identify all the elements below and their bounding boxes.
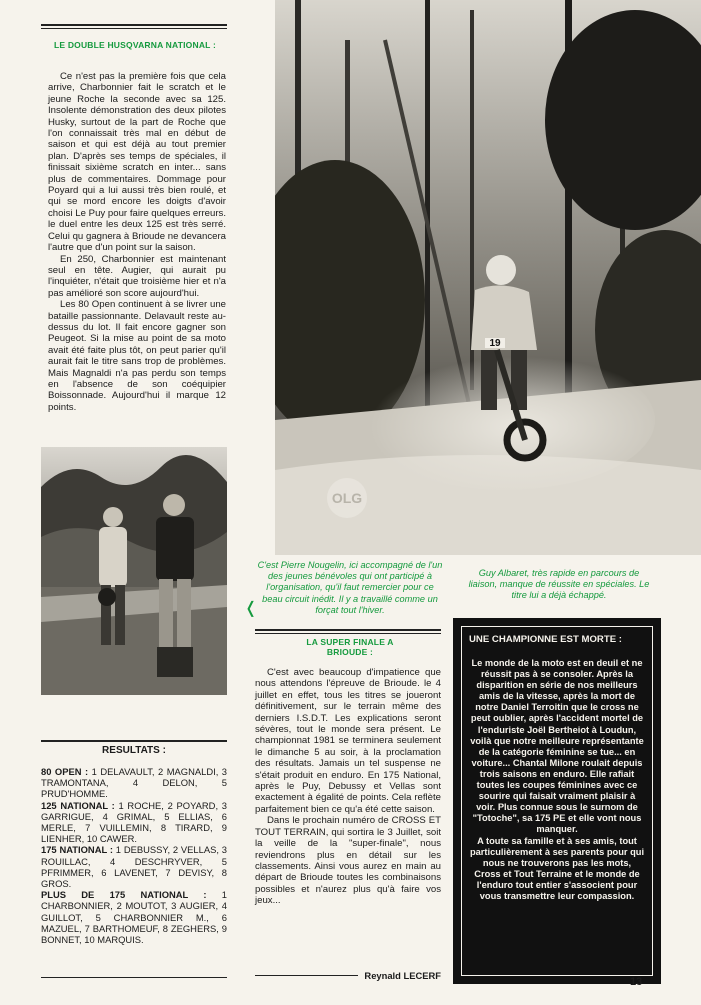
finale-author: Reynald LECERF (364, 970, 441, 981)
svg-text:19: 19 (489, 338, 501, 349)
results-heading (41, 745, 227, 756)
photo-two-men-image (41, 447, 227, 695)
left-article-heading-text: LE DOUBLE HUSQVARNA NATIONAL : (54, 40, 216, 50)
results-category: 125 NATIONAL : (41, 799, 115, 811)
obituary-box (454, 619, 660, 983)
results-rule-bottom (41, 977, 227, 978)
photo-rider-image (275, 0, 701, 555)
photo-rider (275, 0, 701, 555)
top-rule-left-thin (41, 28, 227, 29)
finale-body (255, 667, 441, 907)
photo-two-men (41, 447, 227, 695)
obituary-body (469, 658, 645, 902)
obituary-paragraph: Le monde de la moto est en deuil et ne réussit pas à se consoler. Après la disparition en série de nos meilleurs amis de la vitesse, après la mort de notre Daniel Terroitin que le cross ne peut oublier, après l'accident mortel de l'enduriste Joël Bertheiot à Loudun, voilà que notre meilleure représentante de la catégorie féminine se tue... en voiture... Chantal Milone roulait depuis trois saisons en enduro. Elle rafiait toutes les coupes féminines avec ce sourire qui faisait vraiment plaisir à voir. Plus connue sous le surnom de "Totoche", sa 175 PE et elle vont nous manquer. (470, 658, 644, 835)
watermark-logo (327, 478, 367, 518)
signature-rule (255, 975, 358, 976)
caption-left (257, 560, 443, 616)
finale-heading (295, 637, 405, 657)
results-entry (41, 844, 227, 889)
caption-left-text: C'est Pierre Nougelin, ici accompagné de l'un des jeunes bénévoles qui ont participé à l'organisation, qu'il faut remercier pour ce beau circuit inédit. Il y a travaillé comme un forçat tout l'hiver. (257, 560, 443, 615)
results-category: 80 OPEN : (41, 766, 89, 777)
obituary-title-text: UNE CHAMPIONNE EST MORTE : (469, 634, 622, 645)
left-article-body (48, 71, 226, 413)
left-article-heading (46, 40, 224, 50)
caption-right (464, 568, 654, 602)
results-names: 1 CHARBONNIER, 2 MOUTOT, 3 AUGIER, 4 GUILLOT, 5 CHARBONNIER M., 6 MAZUEL, 7 BARTHOMEUF, 8 ZEGHERS, 9 BONNET, 10 MARQUIS. (41, 889, 227, 946)
finale-paragraph: C'est avec beaucoup d'impatience que nous attendons l'épreuve de Brioude. le 4 juillet en effet, tous les titres se joueront définitivement, sur le terrain même des derniers I.S.D.T. Les explications seront sévères, tout le monde sera présent. Le championnat 1981 se terminera seulement le dimanche 5 au soir, à la proclamation des résultats. Jamais un tel suspense ne s'était produit en enduro. En 175 National, après le Puy, Debussy et Vellas sont exactement à égalité de points. Cela reflète parfaitement bien ce qu'a été cette saison. (255, 667, 441, 815)
results-names: 1 DEBUSSY, 2 VELLAS, 3 ROUILLAC, 4 DESCHRYVER, 5 PFRIMMER, 6 LAVENET, 7 DEVISY, 8 GROS. (41, 844, 227, 890)
finale-paragraph: Dans le prochain numéro de CROSS ET TOUT TERRAIN, qui sortira le 3 Juillet, soit la veille de la "super-finale", nous reviendrons plus en détail sur les classements. Ainsi vous aurez en main au départ de Brioude toutes les combinaisons possibles et n'aurez plus qu'à faire vos jeux... (255, 815, 441, 907)
results-list (41, 766, 227, 945)
results-entry (41, 766, 227, 800)
watermark-text: OLG (331, 490, 363, 506)
finale-signature (255, 970, 441, 981)
page-number-text: 13 (630, 976, 643, 988)
caption-right-text: Guy Albaret, très rapide en parcours de liaison, manque de réussite en spéciales. Le titre lui a déjà échappé. (468, 568, 650, 601)
results-entry (41, 889, 227, 945)
results-category: 175 NATIONAL : (41, 844, 113, 856)
caption-arrow-icon: ❬ (244, 600, 258, 617)
results-names: 1 DELAVAULT, 2 MAGNALDI, 3 TRAMONTANA, 4 DELON, 5 PRUD'HOMME. (41, 766, 228, 800)
top-rule-left (41, 24, 227, 26)
left-paragraph: En 250, Charbonnier est maintenant seul en tête. Augier, qui aurait pu l'inquiéter, n'était que troisième hier et n'a pas amélioré son score aujourd'hui. (48, 253, 226, 299)
obituary-title (469, 634, 645, 645)
finale-heading-text: LA SUPER FINALE A BRIOUDE : (306, 637, 394, 657)
results-entry (41, 800, 227, 845)
results-rule-top (41, 740, 227, 742)
finale-rule-top (255, 629, 441, 631)
page-number (630, 976, 642, 988)
results-category: PLUS DE 175 NATIONAL : (41, 889, 207, 901)
results-heading-text: RESULTATS : (102, 745, 166, 756)
left-paragraph: Ce n'est pas la première fois que cela arrive, Charbonnier fait le scratch et le jeune Roche la seconde avec sa 125. Insolente démonstration des deux pilotes Husky, surtout de la part de Roche que l'on connaissait très mal en début de saison et qui est déjà au tout premier plan. D'après ses temps de spéciales, il finissait sixième scratch en inter... sans plus de commentaires. Dommage pour Poyard qui a lui aussi très bien roulé, et qui se mord encore les doigts d'avoir choisi Le Puy pour faire quelques erreurs. le duel entre les deux 125 est très serré. Celui qu gagnera à Brioude ne devancera l'autre que d'un point sur la saison. (48, 71, 226, 254)
left-paragraph: Les 80 Open continuent à se livrer une bataille passionnante. Delavault reste au-dessus du lot. Il fait encore gagner son Peugeot. Si la mise au point de sa moto avait été faite plus tôt, on peut parier qu'il aurait fait le titre sans trop de problèmes. Mais Magnaldi n'a pas perdu son temps en l'absence de son coéquipier Boissonnade. Aujourd'hui il marque 12 points. (48, 299, 226, 413)
finale-rule-top-thin (255, 633, 441, 634)
results-names: 1 ROCHE, 2 POYARD, 3 GARRIGUE, 4 GRIMAL, 5 ELLIAS, 6 MERLE, 7 VUILLEMIN, 8 TIRARD, 9 LIENHER, 10 CAWER. (41, 799, 227, 845)
obituary-paragraph: A toute sa famille et à ses amis, tout particulièrement à ses parents pour qui nous ne trouverons pas les mots, Cross et Tout Terraine et le monde de l'enduro tout entier s'associent pour vous transmettre leur compassion. (469, 835, 645, 901)
